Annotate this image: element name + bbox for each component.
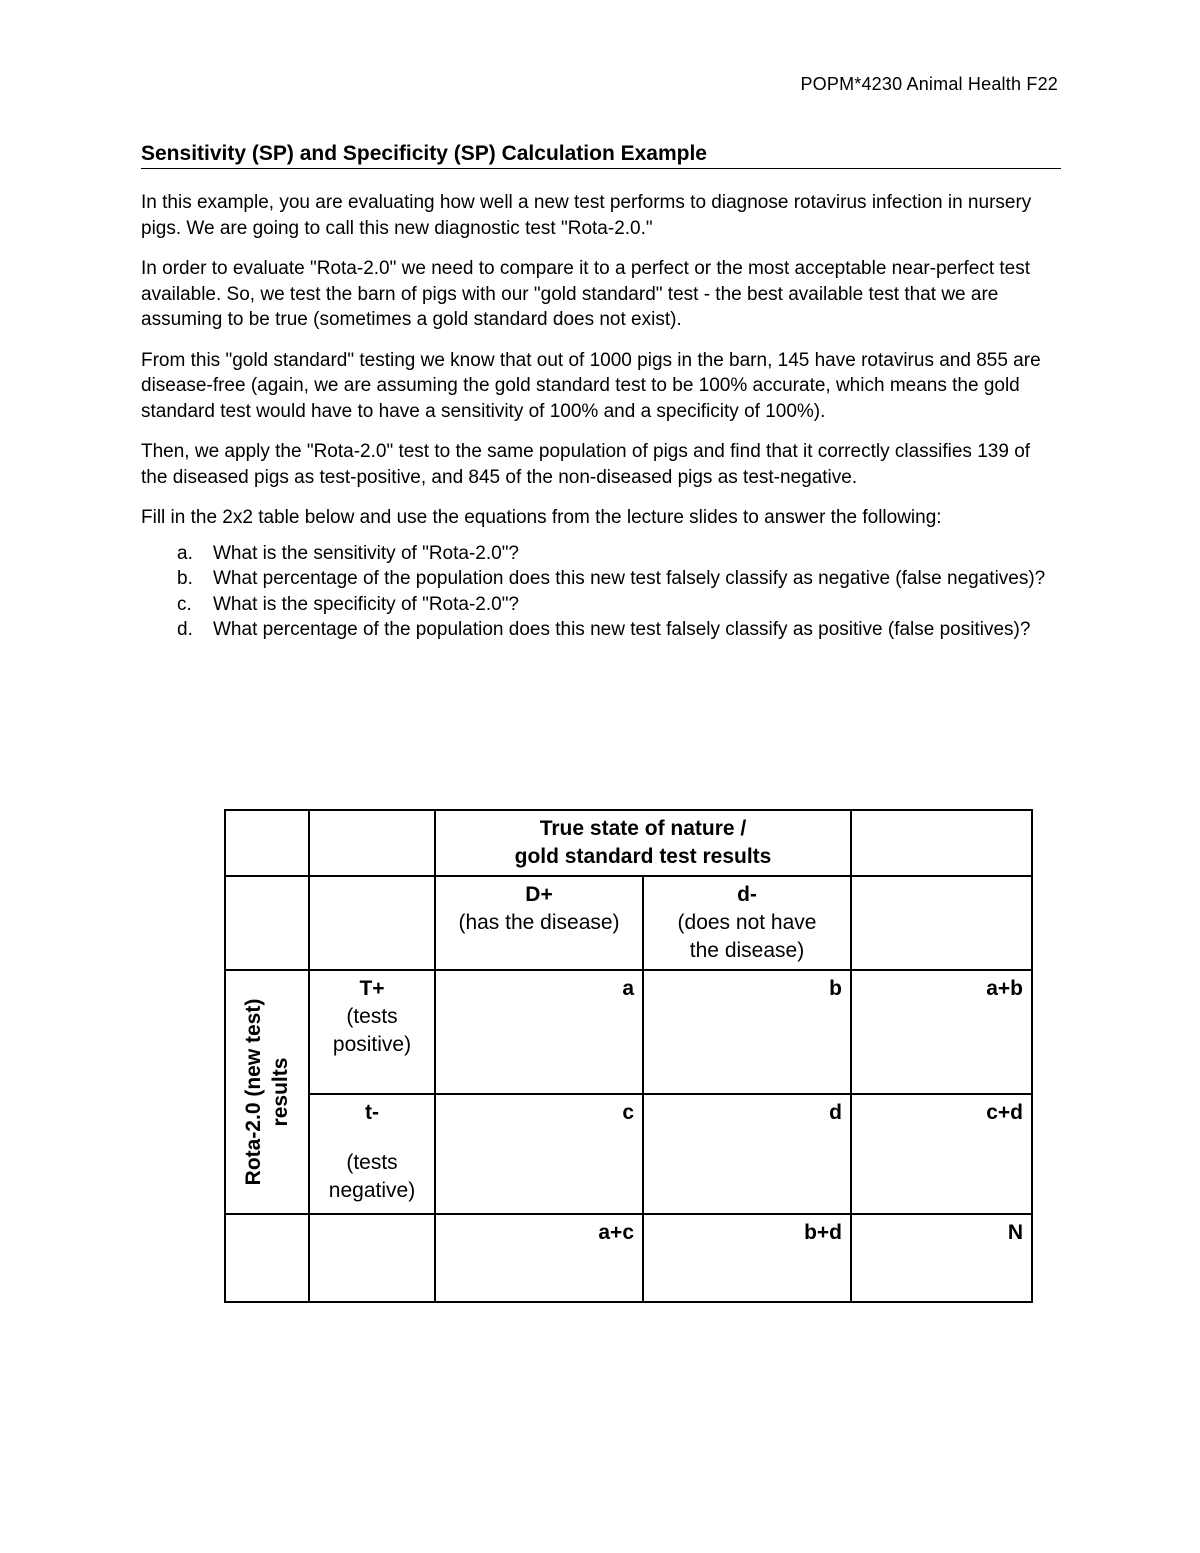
cell-b: b <box>643 970 851 1094</box>
table-cell-empty <box>851 810 1032 876</box>
cell-c: c <box>435 1094 643 1214</box>
row-label-line2: results <box>269 1057 292 1127</box>
cell-c-plus-d: c+d <box>851 1094 1032 1214</box>
disease-positive-header <box>435 876 643 970</box>
page-header: POPM*4230 Animal Health F22 <box>800 74 1058 94</box>
disease-negative-header <box>643 876 851 970</box>
t-minus-description-line1: (tests <box>346 1151 398 1174</box>
t-plus-description-line1: (tests <box>346 1005 398 1028</box>
t-minus-label: t- <box>365 1101 379 1124</box>
d-plus-description: (has the disease) <box>458 911 620 934</box>
paragraph-rota-results: Then, we apply the "Rota-2.0" test to the same population of pigs and find that it correctly classifies 139 of the diseased pigs as test-positive, and 845 of the non-diseased pigs as test-negative. <box>141 441 1031 488</box>
table-row <box>225 1094 1032 1214</box>
table-cell-empty <box>309 1214 435 1302</box>
document-title: Sensitivity (SP) and Specificity (SP) Calculation Example <box>141 142 1061 169</box>
paragraph-intro: In this example, you are evaluating how well a new test performs to diagnose rotavirus infection in nursery pigs. We are going to call this new diagnostic test "Rota-2.0." <box>141 192 1032 239</box>
two-by-two-table <box>224 809 1033 1303</box>
table-cell-empty <box>309 810 435 876</box>
paragraph-gold-standard: In order to evaluate "Rota-2.0" we need to compare it to a perfect or the most acceptable near-perfect test available. So, we test the barn of pigs with our "gold standard" test - the best available test that we are assuming to be true (sometimes a gold standard does not exist). <box>141 258 1031 330</box>
d-plus-label: D+ <box>525 883 553 906</box>
table-row <box>225 876 1032 970</box>
question-marker: c. <box>177 593 192 615</box>
list-item <box>141 617 1061 643</box>
cell-total-n: N <box>851 1214 1032 1302</box>
cell-b-plus-d: b+d <box>643 1214 851 1302</box>
question-marker: b. <box>177 568 193 589</box>
paragraph-gold-results: From this "gold standard" testing we know that out of 1000 pigs in the barn, 145 have rotavirus and 855 are disease-free (again, we are assuming the gold standard test to be 100% accurate, which means the gold standard test would have to have a sensitivity of 100% and a specificity of 100%). <box>141 349 1041 422</box>
table-row <box>225 810 1032 876</box>
d-minus-label: d- <box>737 883 757 906</box>
list-item <box>141 541 1061 567</box>
question-marker: a. <box>177 542 193 564</box>
question-text: What is the sensitivity of "Rota-2.0"? <box>213 542 520 564</box>
gold-standard-header-line1: True state of nature / <box>539 817 747 840</box>
paragraph-instructions: Fill in the 2x2 table below and use the equations from the lecture slides to answer the following: <box>141 507 942 528</box>
gold-standard-header-line2: gold standard test results <box>514 845 772 868</box>
table-cell-empty <box>225 810 309 876</box>
question-marker: d. <box>177 619 193 640</box>
d-minus-description-line2: the disease) <box>689 939 805 962</box>
question-text: What percentage of the population does this new test falsely classify as negative (false negatives)? <box>213 568 1046 589</box>
table-cell-empty <box>309 876 435 970</box>
gold-standard-header <box>435 810 851 876</box>
table-cell-empty <box>225 1214 309 1302</box>
table-row <box>225 1214 1032 1302</box>
list-item <box>141 592 1061 618</box>
test-negative-header <box>309 1094 435 1214</box>
document-body <box>141 190 1061 643</box>
t-minus-description-line2: negative) <box>328 1179 416 1202</box>
cell-a: a <box>435 970 643 1094</box>
table-cell-empty <box>851 876 1032 970</box>
question-text: What is the specificity of "Rota-2.0"? <box>213 593 520 615</box>
question-list <box>141 541 1061 643</box>
t-plus-description-line2: positive) <box>332 1033 412 1056</box>
rota-results-row-label <box>225 970 309 1214</box>
d-minus-description-line1: (does not have <box>677 911 817 934</box>
test-positive-header <box>309 970 435 1094</box>
question-text: What percentage of the population does this new test falsely classify as positive (false positives)? <box>213 619 1031 640</box>
cell-a-plus-b: a+b <box>851 970 1032 1094</box>
t-plus-label: T+ <box>359 977 385 1000</box>
row-label-line1: Rota-2.0 (new test) <box>242 998 265 1186</box>
table-cell-empty <box>225 876 309 970</box>
table-row <box>225 970 1032 1094</box>
cell-d: d <box>643 1094 851 1214</box>
list-item <box>141 566 1061 592</box>
cell-a-plus-c: a+c <box>435 1214 643 1302</box>
